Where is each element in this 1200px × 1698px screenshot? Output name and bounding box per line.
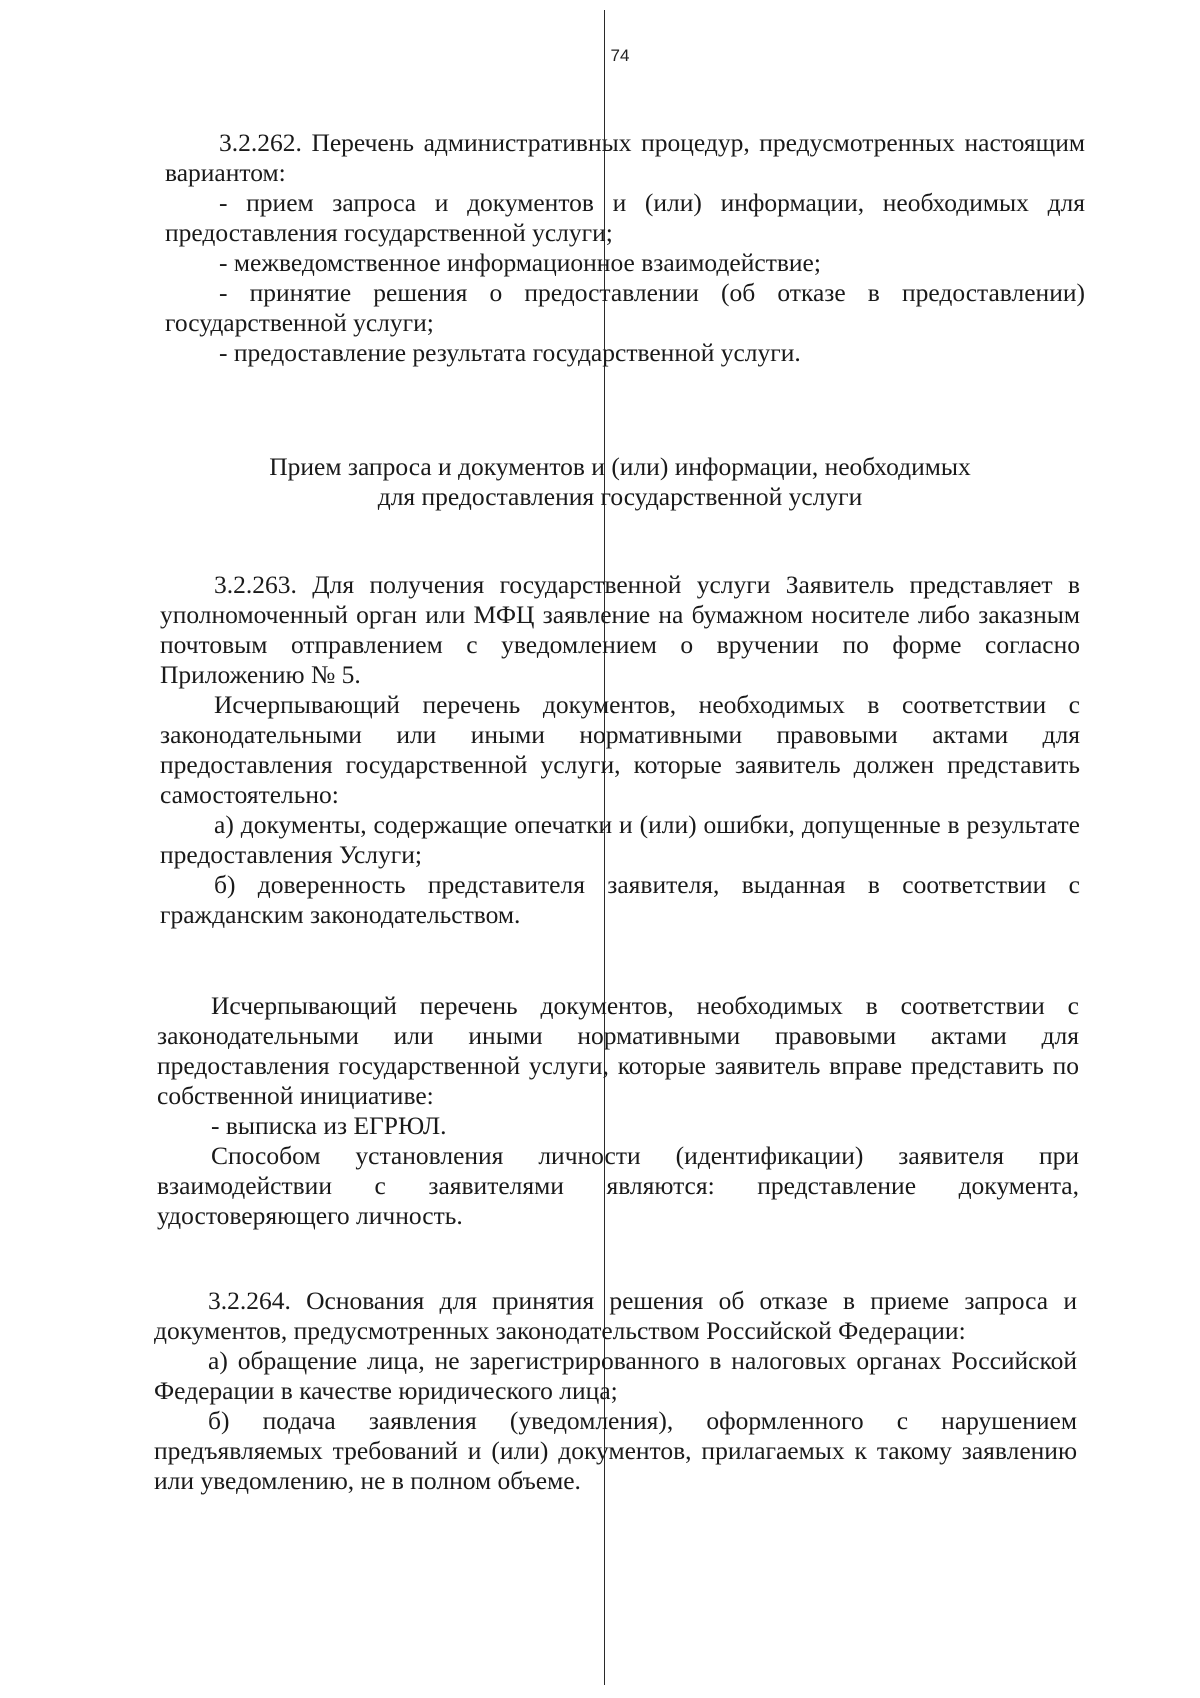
procedure-item-4: - предоставление результата государственной услуги. bbox=[219, 338, 801, 367]
required-doc-item-b: б) доверенность представителя заявителя, выданная в соответствии с гражданским законодательством. bbox=[160, 870, 1080, 929]
procedures-list-section bbox=[165, 128, 1085, 368]
clause-263-section bbox=[160, 570, 1080, 930]
optional-docs-paragraph: Исчерпывающий перечень документов, необходимых в соответствии с законодательными или иными нормативными правовыми актами для предоставления государственной услуги, которые заявитель вправе представить по собственной инициативе: bbox=[157, 991, 1079, 1110]
procedure-item-1: - прием запроса и документов и (или) информации, необходимых для предоставления государственной услуги; bbox=[165, 188, 1085, 247]
clause-263-paragraph: 3.2.263. Для получения государственной услуги Заявитель представляет в уполномоченный орган или МФЦ заявление на бумажном носителе либо заказным почтовым отправлением с уведомлением о вручении по форме согласно Приложению № 5. bbox=[160, 570, 1080, 689]
procedure-item-3: - принятие решения о предоставлении (об отказе в предоставлении) государственной услуги; bbox=[165, 278, 1085, 337]
clause-264-section bbox=[154, 1286, 1077, 1496]
optional-doc-item: - выписка из ЕГРЮЛ. bbox=[211, 1111, 447, 1140]
refusal-ground-a: а) обращение лица, не зарегистрированного в налоговых органах Российской Федерации в качестве юридического лица; bbox=[154, 1346, 1077, 1405]
procedures-intro: 3.2.262. Перечень административных процедур, предусмотренных настоящим вариантом: bbox=[165, 128, 1085, 187]
section-heading-line-1: Прием запроса и документов и (или) информации, необходимых bbox=[269, 452, 971, 481]
required-doc-item-a: а) документы, содержащие опечатки и (или) ошибки, допущенные в результате предоставления Услуги; bbox=[160, 810, 1080, 869]
required-docs-paragraph: Исчерпывающий перечень документов, необходимых в соответствии с законодательными или иными нормативными правовыми актами для предоставления государственной услуги, которые заявитель должен представить самостоятельно: bbox=[160, 690, 1080, 809]
procedure-item-2: - межведомственное информационное взаимодействие; bbox=[219, 248, 821, 277]
clause-264-paragraph: 3.2.264. Основания для принятия решения об отказе в приеме запроса и документов, предусмотренных законодательством Российской Федерации: bbox=[154, 1286, 1077, 1345]
refusal-ground-b: б) подача заявления (уведомления), оформленного с нарушением предъявляемых требований и (или) документов, прилагаемых к такому заявлению или уведомлению, не в полном объеме. bbox=[154, 1406, 1077, 1495]
identification-paragraph: Способом установления личности (идентификации) заявителя при взаимодействии с заявителями являются: представление документа, удостоверяющего личность. bbox=[157, 1141, 1079, 1230]
optional-docs-section bbox=[157, 991, 1079, 1231]
section-heading bbox=[160, 452, 1080, 512]
page-number: 74 bbox=[610, 46, 630, 65]
section-heading-line-2: для предоставления государственной услуги bbox=[377, 482, 863, 511]
